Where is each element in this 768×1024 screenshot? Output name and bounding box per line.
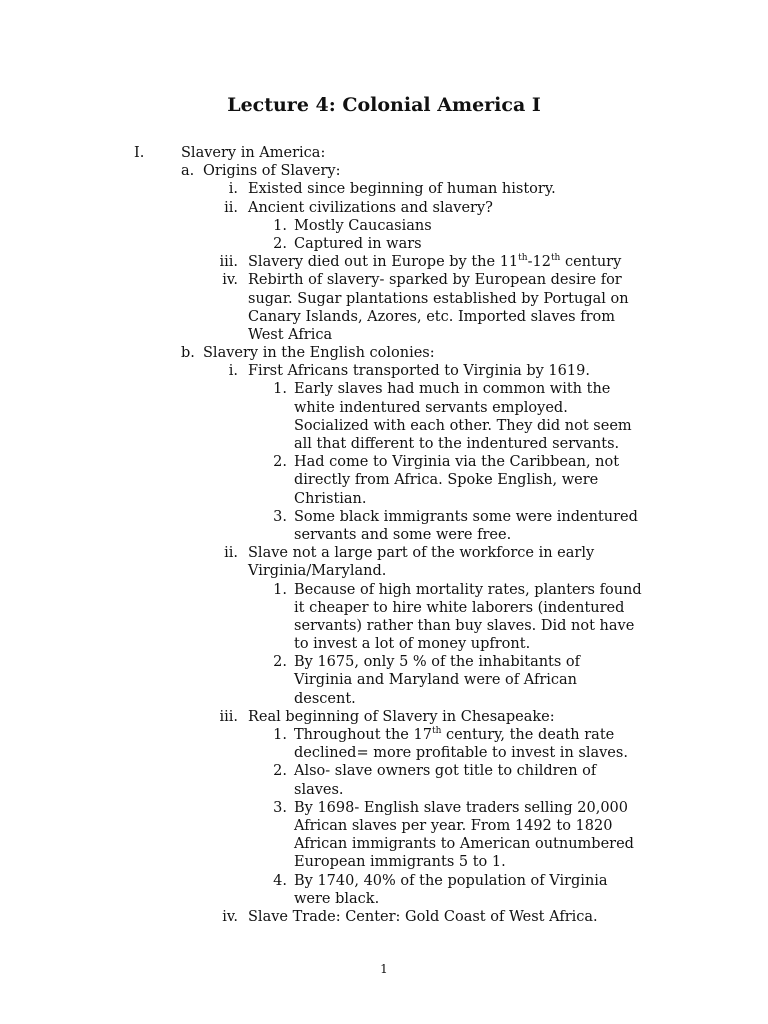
outline-marker: iv. <box>222 272 238 289</box>
outline-item-level-3 <box>0 508 768 544</box>
outline-line <box>0 653 768 671</box>
outline-line <box>0 435 768 453</box>
outline-line <box>0 417 768 435</box>
outline-line <box>0 890 768 908</box>
outline-marker: i. <box>228 181 238 198</box>
outline-text: By 1675, only 5 % of the inhabitants of <box>294 654 581 671</box>
outline-line <box>0 399 768 417</box>
outline-item-level-1 <box>0 162 768 180</box>
outline-line <box>0 781 768 799</box>
outline-item-level-3 <box>0 799 768 872</box>
outline-text: servants and some were free. <box>294 526 512 543</box>
outline-item-level-0 <box>0 144 768 162</box>
outline-line <box>0 526 768 544</box>
outline-line <box>0 326 768 344</box>
outline-item-level-2 <box>0 362 768 380</box>
outline-text: Slavery died out in Europe by the 11th-12th century <box>248 253 622 271</box>
outline-marker: ii. <box>224 545 238 562</box>
outline-text: Had come to Virginia via the Caribbean, not <box>294 454 620 471</box>
outline-line <box>0 799 768 817</box>
outline-line <box>0 744 768 762</box>
outline-line <box>0 508 768 526</box>
outline-line <box>0 490 768 508</box>
outline-line <box>0 853 768 871</box>
outline-line <box>0 762 768 780</box>
outline-line <box>0 835 768 853</box>
outline-text: Rebirth of slavery- sparked by European desire for <box>248 272 622 289</box>
outline-text: European immigrants 5 to 1. <box>294 854 506 871</box>
outline-line <box>0 253 768 271</box>
outline-marker: 2. <box>273 763 287 780</box>
outline-marker: 1. <box>273 381 287 398</box>
outline-text: all that different to the indentured servants. <box>294 436 620 452</box>
outline-line <box>0 308 768 326</box>
outline-text: First Africans transported to Virginia by 1619. <box>248 363 590 380</box>
outline-text: sugar. Sugar plantations established by Portugal on <box>248 290 629 307</box>
outline-text: Slavery in America: <box>181 145 326 161</box>
outline-marker: b. <box>181 345 195 362</box>
outline-marker: 3. <box>273 508 287 525</box>
outline-item-level-2 <box>0 708 768 726</box>
outline-marker: 1. <box>273 581 287 598</box>
outline-item-level-3 <box>0 872 768 908</box>
outline-text: Canary Islands, Azores, etc. Imported slaves from <box>248 308 615 325</box>
outline-text: By 1740, 40% of the population of Virginia <box>294 872 608 889</box>
outline-item-level-3 <box>0 217 768 235</box>
outline-line <box>0 617 768 635</box>
outline-line <box>0 362 768 380</box>
outline-line <box>0 271 768 289</box>
outline-line <box>0 708 768 726</box>
outline-line <box>0 908 768 926</box>
page-title: Lecture 4: Colonial America I <box>227 94 541 116</box>
outline-text: Also- slave owners got title to children of <box>294 763 597 780</box>
outline-item-level-2 <box>0 253 768 271</box>
outline-text: servants) rather than buy slaves. Did not have <box>294 617 635 634</box>
outline-text: directly from Africa. Spoke English, were <box>294 472 599 489</box>
outline-line <box>0 344 768 362</box>
outline-item-level-3 <box>0 380 768 453</box>
outline-marker: a. <box>181 163 195 180</box>
outline-line <box>0 471 768 489</box>
outline-line <box>0 453 768 471</box>
outline-marker: iii. <box>219 254 238 271</box>
outline-text: Socialized with each other. They did not seem <box>294 417 632 434</box>
outline-text: Throughout the 17th century, the death rate <box>294 726 615 743</box>
outline-item-level-2 <box>0 199 768 217</box>
outline-text: Mostly Caucasians <box>294 217 432 234</box>
outline-line <box>0 380 768 398</box>
outline-text: Slavery in the English colonies: <box>203 345 435 362</box>
outline-item-level-3 <box>0 581 768 654</box>
outline-marker: iii. <box>219 708 238 725</box>
outline-text: Virginia and Maryland were of African <box>294 672 578 689</box>
outline-item-level-2 <box>0 544 768 580</box>
outline-line <box>0 726 768 744</box>
outline-text: African slaves per year. From 1492 to 1820 <box>294 817 613 834</box>
outline-marker: 1. <box>273 217 287 234</box>
outline-item-level-2 <box>0 271 768 344</box>
outline-line <box>0 599 768 617</box>
outline-line <box>0 562 768 580</box>
outline-text: Some black immigrants some were indentured <box>294 508 638 525</box>
outline-line <box>0 872 768 890</box>
outline-text: Captured in wars <box>294 235 422 252</box>
outline-item-level-3 <box>0 453 768 508</box>
outline-text: African immigrants to American outnumbered <box>294 836 634 853</box>
outline-item-level-1 <box>0 344 768 362</box>
outline-line <box>0 635 768 653</box>
outline-line <box>0 162 768 180</box>
outline-marker: ii. <box>224 199 238 216</box>
outline-marker: 2. <box>273 654 287 671</box>
outline-text: Christian. <box>294 490 367 507</box>
outline-item-level-3 <box>0 726 768 762</box>
outline-line <box>0 235 768 253</box>
outline-line <box>0 690 768 708</box>
outline-text: Early slaves had much in common with the <box>294 381 611 398</box>
outline-text: West Africa <box>248 326 333 343</box>
outline-line <box>0 544 768 562</box>
outline-text: Slave not a large part of the workforce in early <box>248 545 595 562</box>
outline-item-level-2 <box>0 908 768 926</box>
outline-text: white indentured servants employed. <box>294 399 568 416</box>
outline-line <box>0 180 768 198</box>
outline-line <box>0 817 768 835</box>
outline-marker: iv. <box>222 908 238 925</box>
outline-item-level-3 <box>0 653 768 708</box>
outline-text: Virginia/Maryland. <box>248 563 387 580</box>
outline-marker: 2. <box>273 454 287 471</box>
outline-text: Existed since beginning of human history. <box>248 181 556 198</box>
outline-text: it cheaper to hire white laborers (indentured <box>294 599 625 616</box>
outline-text: Real beginning of Slavery in Chesapeake: <box>248 708 555 725</box>
outline-marker: I. <box>134 145 145 161</box>
outline-text: declined= more profitable to invest in slaves. <box>294 745 628 762</box>
outline-marker: 4. <box>273 872 287 889</box>
outline-text: descent. <box>294 690 356 707</box>
outline-text: to invest a lot of money upfront. <box>294 636 531 653</box>
outline-item-level-3 <box>0 235 768 253</box>
lecture-outline <box>0 144 768 926</box>
outline-marker: 1. <box>273 727 287 743</box>
outline-text: Slave Trade: Center: Gold Coast of West Africa. <box>248 908 598 925</box>
outline-item-level-2 <box>0 180 768 198</box>
outline-marker: 3. <box>273 799 287 816</box>
outline-text: Ancient civilizations and slavery? <box>248 199 493 216</box>
outline-text: were black. <box>294 890 380 907</box>
outline-line <box>0 581 768 599</box>
outline-marker: 2. <box>273 235 287 252</box>
outline-line <box>0 144 768 162</box>
outline-text: Because of high mortality rates, planters found <box>294 581 642 598</box>
outline-marker: i. <box>228 363 238 380</box>
outline-item-level-3 <box>0 762 768 798</box>
outline-line <box>0 217 768 235</box>
outline-text: By 1698- English slave traders selling 20,000 <box>294 799 628 816</box>
page-number: 1 <box>380 962 388 976</box>
outline-text: slaves. <box>294 781 344 798</box>
outline-line <box>0 290 768 308</box>
outline-line <box>0 671 768 689</box>
outline-text: Origins of Slavery: <box>203 163 341 180</box>
outline-line <box>0 199 768 217</box>
